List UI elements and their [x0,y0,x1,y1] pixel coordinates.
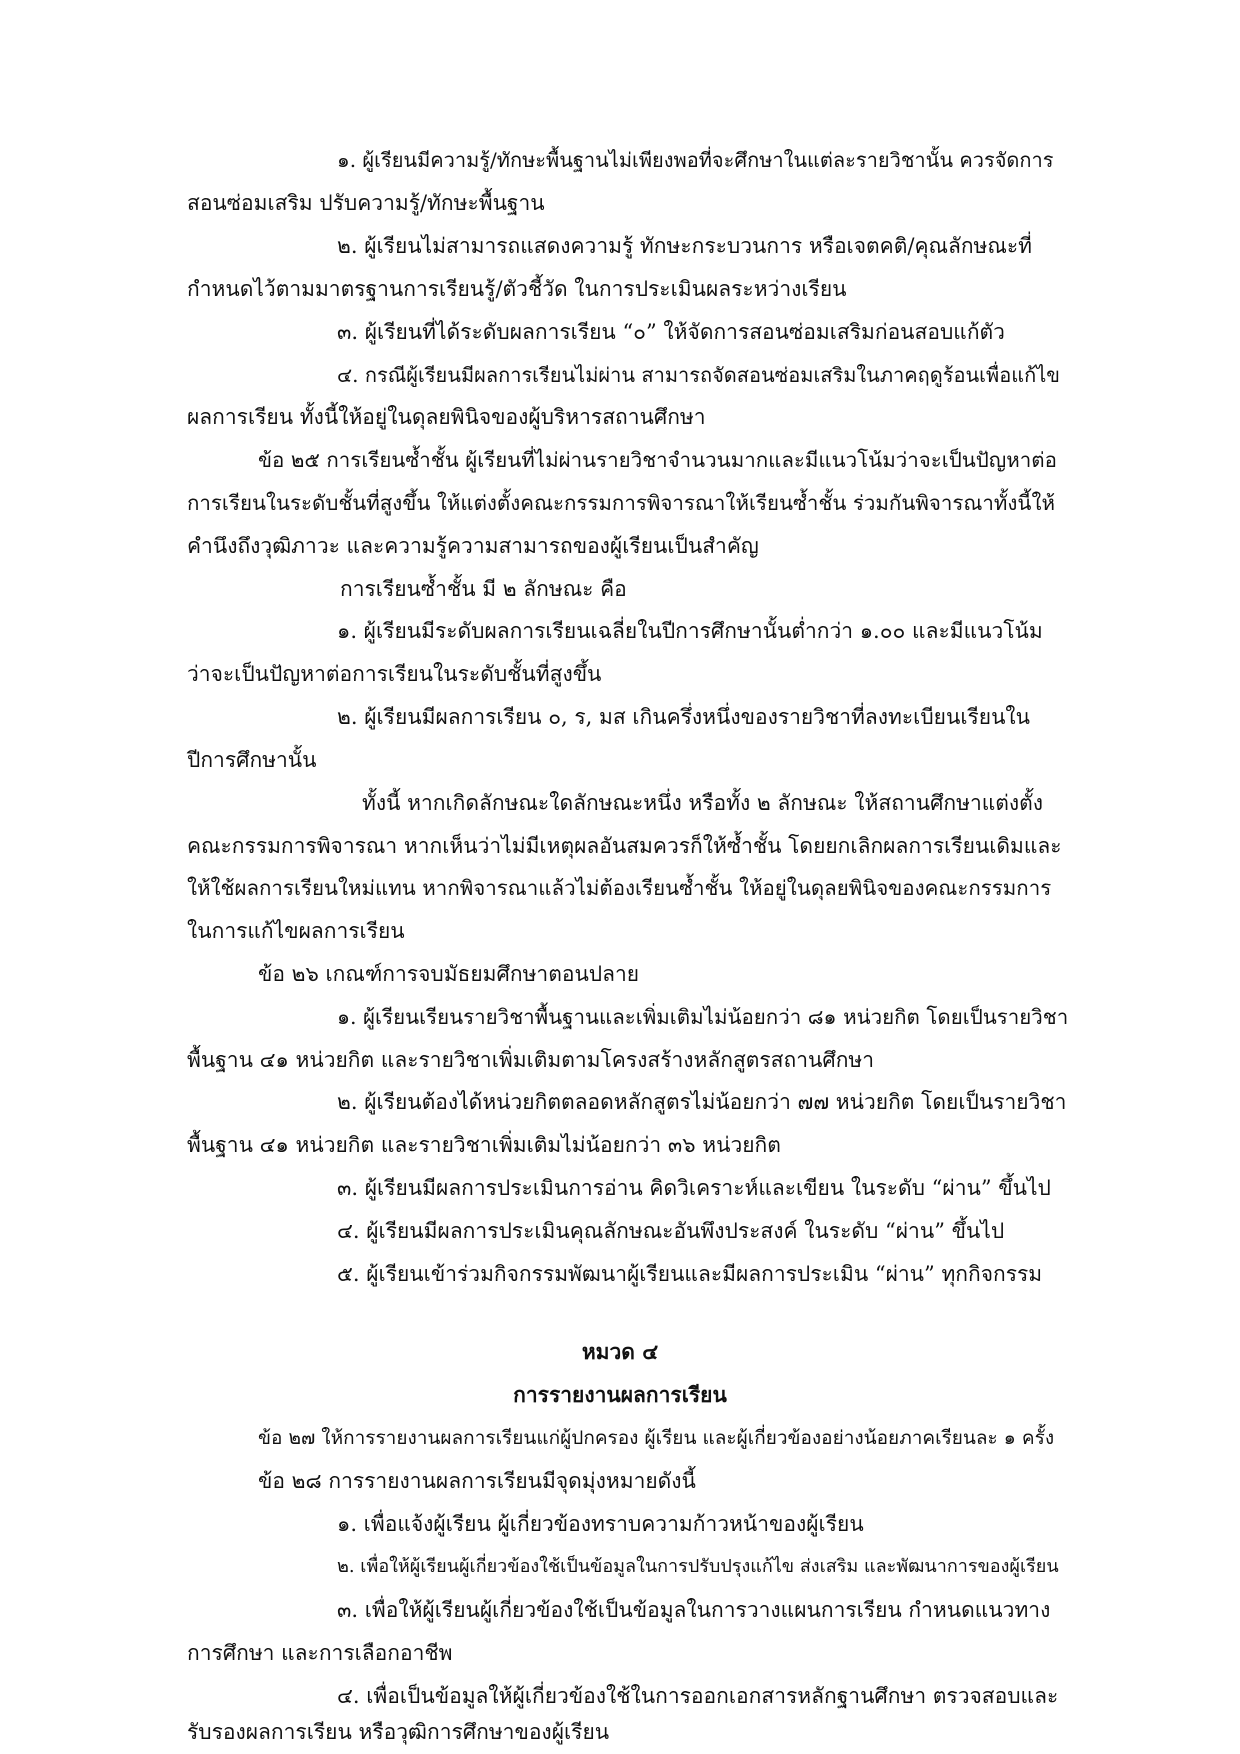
remedial-item-2-line-2: กำหนดไว้ตามมาตรฐานการเรียนรู้/ตัวชี้วัด ในการประเมินผลระหว่างเรียน [187,277,847,301]
repeat-item-1-line-2: ว่าจะเป็นปัญหาต่อการเรียนในระดับชั้นที่สูงขึ้น [187,662,602,686]
grad-item-5: ๕. ผู้เรียนเข้าร่วมกิจกรรมพัฒนาผู้เรียนและมีผลการประเมิน “ผ่าน” ทุกกิจกรรม [337,1262,1043,1286]
grad-item-2-line-2: พื้นฐาน ๔๑ หน่วยกิต และรายวิชาเพิ่มเติมไม่น้อยกว่า ๓๖ หน่วยกิต [187,1133,781,1157]
repeat-note-line-4: ในการแก้ไขผลการเรียน [187,919,405,943]
grad-item-1-line-1: ๑. ผู้เรียนเรียนรายวิชาพื้นฐานและเพิ่มเติมไม่น้อยกว่า ๘๑ หน่วยกิต โดยเป็นรายวิชา [337,1005,1069,1029]
grad-item-2-line-1: ๒. ผู้เรียนต้องได้หน่วยกิตตลอดหลักสูตรไม่น้อยกว่า ๗๗ หน่วยกิต โดยเป็นรายวิชา [337,1090,1067,1114]
remedial-item-2-line-1: ๒. ผู้เรียนไม่สามารถแสดงความรู้ ทักษะกระบวนการ หรือเจตคติ/คุณลักษณะที่ [337,234,1032,258]
chapter-number: หมวด ๔ [581,1339,659,1364]
remedial-item-4-line-2: ผลการเรียน ทั้งนี้ให้อยู่ในดุลยพินิจของผู้บริหารสถานศึกษา [187,405,706,429]
grad-item-4: ๔. ผู้เรียนมีผลการประเมินคุณลักษณะอันพึงประสงค์ ในระดับ “ผ่าน” ขึ้นไป [337,1219,1005,1243]
clause-25-line-2: การเรียนในระดับชั้นที่สูงขึ้น ให้แต่งตั้งคณะกรรมการพิจารณาให้เรียนซ้ำชั้น ร่วมกันพิจารณาทั้งนี้ให้ [187,491,1055,515]
report-purpose-3-line-1: ๓. เพื่อให้ผู้เรียนผู้เกี่ยวข้องใช้เป็นข้อมูลในการวางแผนการเรียน กำหนดแนวทาง [337,1598,1051,1622]
report-purpose-4-line-2: รับรองผลการเรียน หรือวุฒิการศึกษาของผู้เรียน [187,1720,610,1744]
clause-26-title: ข้อ ๒๖ เกณฑ์การจบมัธยมศึกษาตอนปลาย [258,962,640,986]
clause-28-title: ข้อ ๒๘ การรายงานผลการเรียนมีจุดมุ่งหมายดังนี้ [258,1469,696,1493]
remedial-item-1-line-2: สอนซ่อมเสริม ปรับความรู้/ทักษะพื้นฐาน [187,191,545,215]
chapter-title: การรายงานผลการเรียน [513,1382,727,1407]
remedial-item-4-line-1: ๔. กรณีผู้เรียนมีผลการเรียนไม่ผ่าน สามารถจัดสอนซ่อมเสริมในภาคฤดูร้อนเพื่อแก้ไข [337,363,1060,387]
remedial-item-3: ๓. ผู้เรียนที่ได้ระดับผลการเรียน “๐” ให้จัดการสอนซ่อมเสริมก่อนสอบแก้ตัว [337,320,1005,344]
repeat-item-1-line-1: ๑. ผู้เรียนมีระดับผลการเรียนเฉลี่ยในปีการศึกษานั้นต่ำกว่า ๑.๐๐ และมีแนวโน้ม [337,619,1043,643]
repeat-grade-intro: การเรียนซ้ำชั้น มี ๒ ลักษณะ คือ [340,577,627,601]
grad-item-3: ๓. ผู้เรียนมีผลการประเมินการอ่าน คิดวิเคราะห์และเขียน ในระดับ “ผ่าน” ขึ้นไป [337,1176,1051,1200]
report-purpose-2: ๒. เพื่อให้ผู้เรียนผู้เกี่ยวข้องใช้เป็นข้อมูลในการปรับปรุงแก้ไข ส่งเสริม และพัฒนาการของผู้เรียน [337,1556,1059,1577]
remedial-item-1-line-1: ๑. ผู้เรียนมีความรู้/ทักษะพื้นฐานไม่เพียงพอที่จะศึกษาในแต่ละรายวิชานั้น ควรจัดการ [337,148,1054,172]
report-purpose-3-line-2: การศึกษา และการเลือกอาชีพ [187,1641,453,1665]
grad-item-1-line-2: พื้นฐาน ๔๑ หน่วยกิต และรายวิชาเพิ่มเติมตามโครงสร้างหลักสูตรสถานศึกษา [187,1048,875,1072]
repeat-note-line-2: คณะกรรมการพิจารณา หากเห็นว่าไม่มีเหตุผลอันสมควรก็ให้ซ้ำชั้น โดยยกเลิกผลการเรียนเดิมและ [187,834,1062,858]
clause-27: ข้อ ๒๗ ให้การรายงานผลการเรียนแก่ผู้ปกครอง ผู้เรียน และผู้เกี่ยวข้องอย่างน้อยภาคเรียนละ ๑ ครั้ง [258,1427,1055,1449]
repeat-note-line-1: ทั้งนี้ หากเกิดลักษณะใดลักษณะหนึ่ง หรือทั้ง ๒ ลักษณะ ให้สถานศึกษาแต่งตั้ง [362,791,1044,815]
clause-25-line-1: ข้อ ๒๕ การเรียนซ้ำชั้น ผู้เรียนที่ไม่ผ่านรายวิชาจำนวนมากและมีแนวโน้มว่าจะเป็นปัญหาต่อ [258,448,1057,472]
report-purpose-1: ๑. เพื่อแจ้งผู้เรียน ผู้เกี่ยวข้องทราบความก้าวหน้าของผู้เรียน [337,1512,864,1536]
repeat-note-line-3: ให้ใช้ผลการเรียนใหม่แทน หากพิจารณาแล้วไม่ต้องเรียนซ้ำชั้น ให้อยู่ในดุลยพินิจของคณะกรรมการ [187,876,1052,900]
clause-25-line-3: คำนึงถึงวุฒิภาวะ และความรู้ความสามารถของผู้เรียนเป็นสำคัญ [187,534,759,558]
report-purpose-4-line-1: ๔. เพื่อเป็นข้อมูลให้ผู้เกี่ยวข้องใช้ในการออกเอกสารหลักฐานศึกษา ตรวจสอบและ [337,1684,1059,1708]
repeat-item-2-line-1: ๒. ผู้เรียนมีผลการเรียน ๐, ร, มส เกินครึ่งหนึ่งของรายวิชาที่ลงทะเบียนเรียนใน [337,705,1031,729]
repeat-item-2-line-2: ปีการศึกษานั้น [187,748,317,772]
